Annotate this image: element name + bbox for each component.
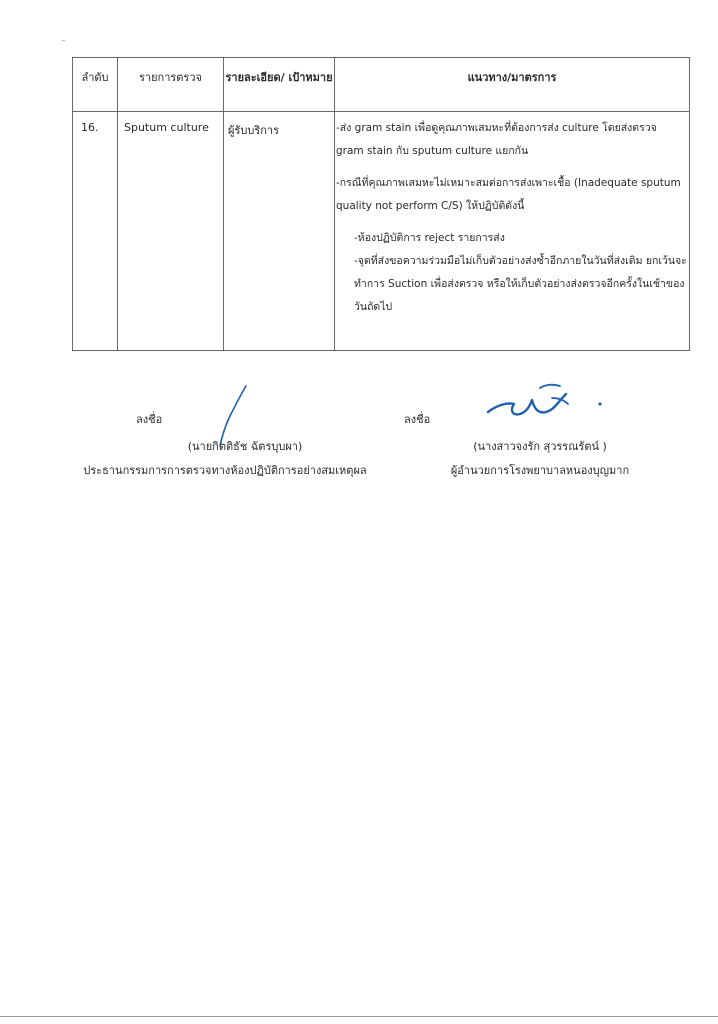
- left-sign-label: ลงชื่อ: [136, 413, 163, 426]
- header-guidelines: แนวทาง/มาตรการ: [467, 71, 557, 84]
- guideline-inadequate-quality: -กรณีที่คุณภาพเสมหะไม่เหมาะสมต่อการส่งเพาะเชื้อ (Inadequate sputum quality not perform C/S) ให้ปฏิบัติดังนี้: [336, 177, 681, 212]
- table-row: [73, 112, 690, 351]
- row-guidelines: [335, 112, 690, 351]
- row-target: ผู้รับบริการ: [224, 112, 335, 351]
- header-item: รายการตรวจ: [139, 71, 202, 84]
- scan-speck: [62, 40, 65, 41]
- right-signature-image: [482, 380, 612, 424]
- guideline-no-resend: -จุดที่ส่งขอความร่วมมือไม่เก็บตัวอย่างส่งซ้ำอีกภายในวันที่ส่งเดิม ยกเว้นจะทำการ Suction เพื่อส่งตรวจ หรือให้เก็บตัวอย่างส่งตรวจอีกครั้งในเช้าของวันถัดไป: [354, 255, 687, 313]
- header-cell: [118, 58, 224, 112]
- guideline-lab-reject: -ห้องปฏิบัติการ reject รายการส่ง: [354, 232, 505, 244]
- left-signer-name: (นายกิตติธัช ฉัตรบุบผา): [187, 440, 303, 453]
- left-signer-position: ประธานกรรมการการตรวจทางห้องปฏิบัติการอย่างสมเหตุผล: [83, 464, 367, 477]
- header-target: รายละเอียด/ เป้าหมาย: [225, 71, 333, 84]
- page-bottom-rule: [0, 1016, 718, 1017]
- table-header-row: [73, 58, 690, 112]
- row-number: 16.: [73, 112, 118, 351]
- header-cell: [335, 58, 690, 112]
- criteria-table: [72, 57, 690, 351]
- right-signer-name: (นางสาวจงรัก สุวรรณรัตน์ ): [473, 440, 607, 453]
- header-cell: [224, 58, 335, 112]
- header-number: ลำดับ: [81, 71, 109, 84]
- header-cell: [73, 58, 118, 112]
- right-sign-label: ลงชื่อ: [404, 413, 431, 426]
- guideline-gram-stain: -ส่ง gram stain เพื่อดูคุณภาพเสมหะที่ต้องการส่ง culture โดยส่งตรวจ gram stain กับ sputum culture แยกกัน: [336, 122, 657, 157]
- right-signer-position: ผู้อำนวยการโรงพยาบาลหนองบุญมาก: [450, 464, 630, 477]
- row-item: Sputum culture: [118, 112, 224, 351]
